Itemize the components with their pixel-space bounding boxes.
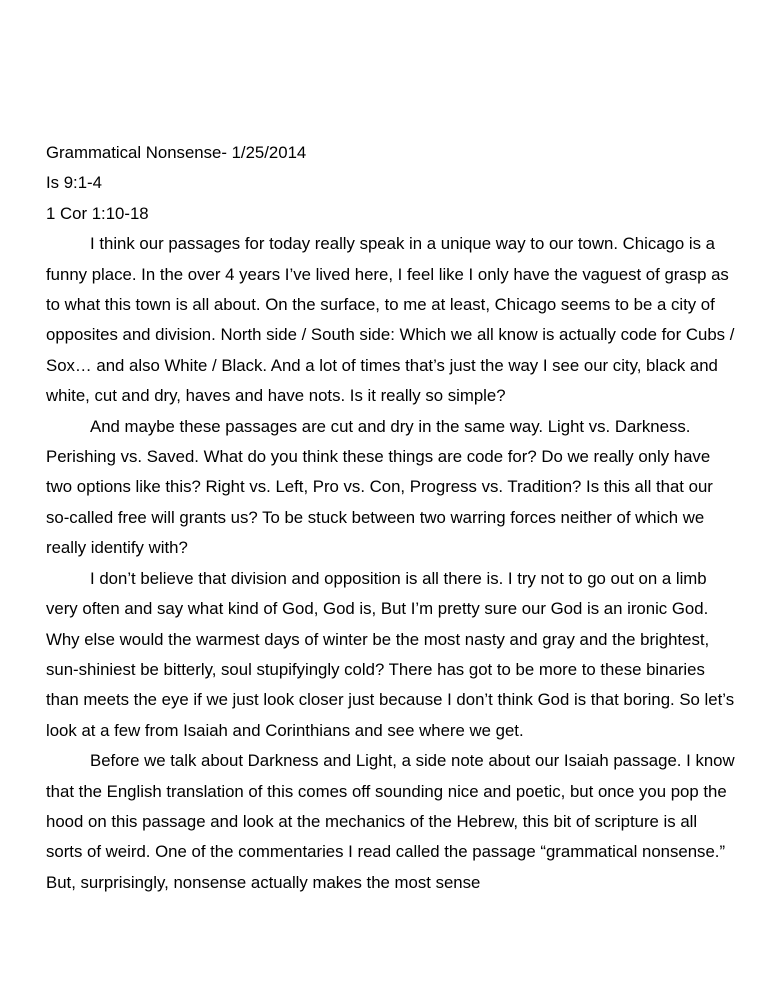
scripture-reference-isaiah: Is 9:1-4 xyxy=(46,173,102,193)
scripture-reference-corinthians: 1 Cor 1:10-18 xyxy=(46,203,149,223)
body-paragraph: And maybe these passages are cut and dry in the same way. Light vs. Darkness. Perishing vs. Saved. What do you think these things are code for? Do we really only have two options like this? Right vs. Left, Pro vs. Con, Progress vs. Tradition? Is this all that our so-called free will grants us? To be stuck between two warring forces neither of which we really identify with? xyxy=(46,416,713,558)
body-paragraph: I don’t believe that division and opposition is all there is. I try not to go out on a limb very often and say what kind of God, God is, But I’m pretty sure our God is an ironic God. Why else would the warmest days of winter be the most nasty and gray and the brightest, sun-shiniest be bitterly, soul stupifyingly cold? There has got to be more to these binaries than meets the eye if we just look closer just because I don’t think God is that boring. So let’s look at a few from Isaiah and Corinthians and see where we get. xyxy=(46,568,735,740)
body-paragraph: I think our passages for today really speak in a unique way to our town. Chicago is a funny place. In the over 4 years I’ve lived here, I feel like I only have the vaguest of grasp as to what this town is all about. On the surface, to me at least, Chicago seems to be a city of opposites and division. North side / South side: Which we all know is actually code for Cubs / Sox… and also White / Black. And a lot of times that’s just the way I see our city, black and white, cut and dry, haves and have nots. Is it really so simple? xyxy=(46,234,735,406)
document-page xyxy=(46,138,736,898)
sermon-title: Grammatical Nonsense- 1/25/2014 xyxy=(46,143,307,162)
body-paragraph: Before we talk about Darkness and Light, a side note about our Isaiah passage. I know that the English translation of this comes off sounding nice and poetic, but once you pop the hood on this passage and look at the mechanics of the Hebrew, this bit of scripture is all sorts of weird. One of the commentaries I read called the passage “grammatical nonsense.” But, surprisingly, nonsense actually makes the most sense xyxy=(46,751,735,892)
